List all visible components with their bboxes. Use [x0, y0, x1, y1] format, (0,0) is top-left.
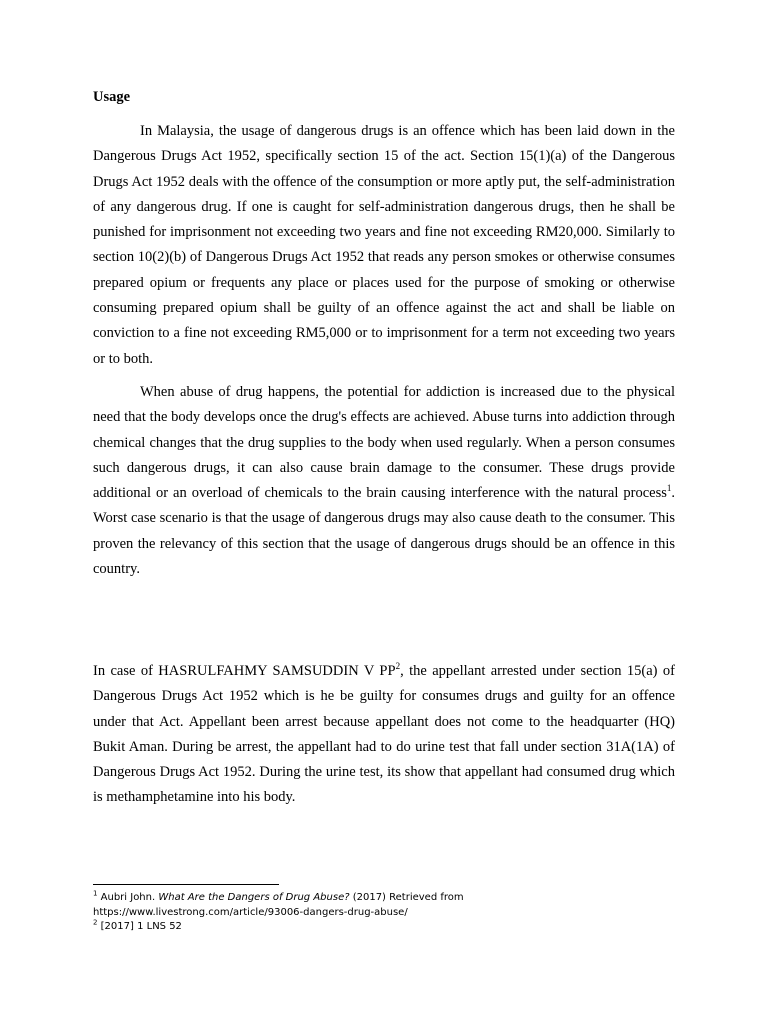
paragraph-text: In case of HASRULFAHMY SAMSUDDIN V PP — [93, 663, 396, 679]
paragraph-case-study — [93, 659, 675, 811]
footnote-divider — [93, 884, 279, 885]
paragraph-text: . Worst case scenario is that the usage of dangerous drugs may also cause death to the consumer. This proven the relevancy of this section that the usage of dangerous drugs should be an offence in this country. — [93, 485, 675, 578]
footnote-2 — [93, 920, 675, 935]
paragraph-text: When abuse of drug happens, the potential for addiction is increased due to the physical need that the body develops once the drug's effects are achieved. Abuse turns into addiction through chemical changes that the drug supplies to the body when used regularly. When a person consumes such dangerous drugs, it can also cause brain damage to the consumer. These drugs provide additional or an overload of chemicals to the brain causing interference with the natural process — [93, 384, 675, 502]
footnote-url-link[interactable]: https://www.livestrong.com/article/93006-dangers-drug-abuse/ — [93, 906, 408, 918]
footnote-source: (2017) Retrieved from — [349, 892, 464, 903]
footnote-1 — [93, 891, 675, 920]
footnote-reference[interactable]: 1 — [666, 483, 672, 494]
footnote-citation: [2017] 1 LNS 52 — [97, 921, 182, 932]
footnote-number: 2 — [93, 918, 98, 927]
document-page — [93, 0, 675, 1024]
paragraph-usage-law: In Malaysia, the usage of dangerous drugs is an offence which has been laid down in the Dangerous Drugs Act 1952, specifically section 15 of the act. Section 15(1)(a) of the Dangerous Drugs Act 1952 deals with the offence of the consumption or more aptly put, the self-administration of any dangerous drug. If one is caught for self-administration dangerous drugs, then he shall be punished for imprisonment not exceeding two years and fine not exceeding RM20,000. Similarly to section 10(2)(b) of Dangerous Drugs Act 1952 that reads any person smokes or otherwise consumes prepared opium or frequents any place or places used for the purpose of smoking or otherwise consuming prepared opium shall be guilty of an offence against the act and shall be liable on conviction to a fine not exceeding RM5,000 or to imprisonment for a term not exceeding two years or to both. — [93, 123, 675, 367]
paragraph-drug-abuse-effects — [93, 380, 675, 582]
footnotes — [93, 891, 675, 935]
footnote-reference[interactable]: 2 — [395, 661, 401, 672]
paragraph-text: , the appellant arrested under section 15(a) of Dangerous Drugs Act 1952 which is he be guilty for consumes drugs and guilty for an offence under that Act. Appellant been arrest because appellant does not come to the headquarter (HQ) Bukit Aman. During be arrest, the appellant had to do urine test that fall under section 31A(1A) of Dangerous Drugs Act 1952. During the urine test, its show that appellant had consumed drug which is methamphetamine into his body. — [93, 663, 675, 806]
footnote-title: What Are the Dangers of Drug Abuse? — [158, 892, 350, 903]
footnote-number: 1 — [93, 889, 98, 898]
footnote-author: Aubri John. — [97, 892, 159, 903]
section-heading: Usage — [93, 89, 131, 105]
